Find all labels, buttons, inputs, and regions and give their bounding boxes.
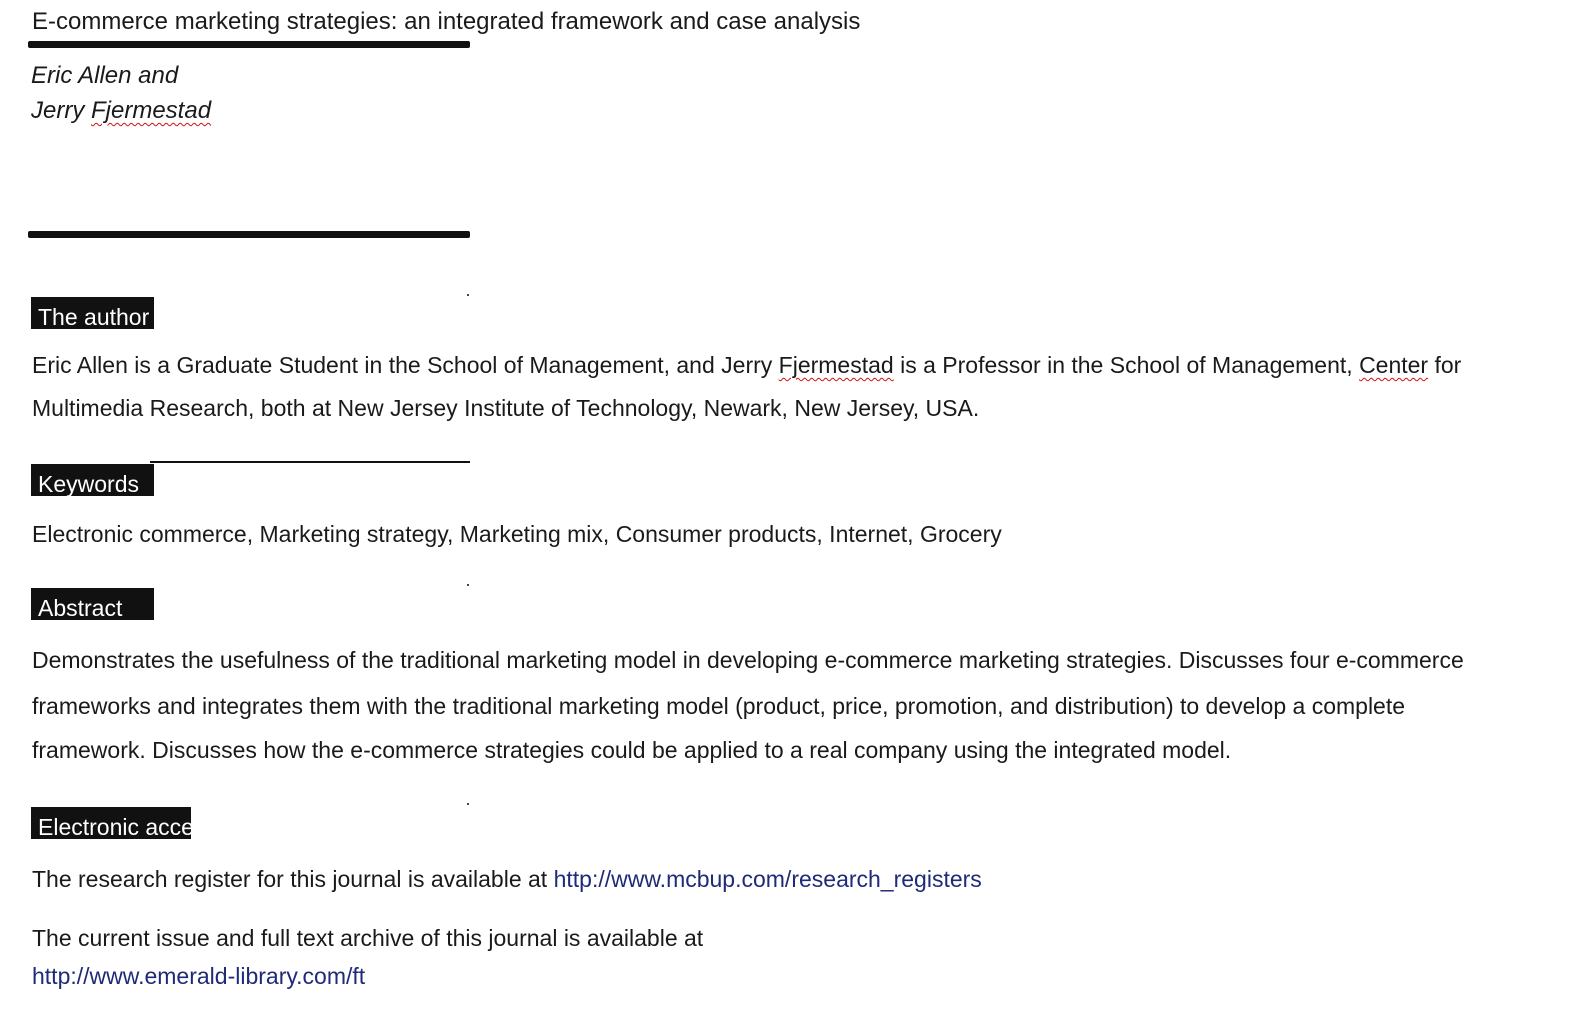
abstract-line-2: frameworks and integrates them with the traditional marketing model (product, price, promotion, and distribution) to develop a complete [32, 693, 1406, 719]
abstract-heading: Abstract [31, 588, 154, 620]
electronic-access-heading: Electronic access [31, 807, 191, 839]
ruler-dot [467, 584, 469, 586]
author-text-misspelled: Center [1359, 352, 1429, 378]
abstract-line-1: Demonstrates the usefulness of the traditional marketing model in developing e-commerce marketing strategies. Discusses four e-commerce [32, 647, 1464, 673]
author-line-2 [31, 97, 211, 125]
archive-text: The current issue and full text archive of this journal is available at [32, 925, 704, 951]
author-heading: The author [31, 297, 154, 329]
document-title: E-commerce marketing strategies: an integrated framework and case analysis [32, 8, 861, 35]
authors-rule [28, 231, 470, 238]
abstract-line-3: framework. Discusses how the e-commerce strategies could be applied to a real company using the integrated model. [32, 737, 1232, 763]
register-link[interactable]: http://www.mcbup.com/research_registers [553, 866, 982, 892]
author-last-name: Fjermestad [91, 97, 212, 124]
author-text-part: Eric Allen is a Graduate Student in the School of Management, and Jerry [32, 352, 779, 378]
author-text-misspelled: Fjermestad [778, 352, 894, 378]
keywords-rule [150, 461, 470, 463]
author-paragraph-line-2: Multimedia Research, both at New Jersey Institute of Technology, Newark, New Jersey, USA. [32, 395, 980, 421]
author-text-part: is a Professor in the School of Management, [893, 352, 1360, 378]
ruler-dot [467, 294, 469, 296]
register-line [32, 866, 982, 893]
author-text-part: for [1428, 352, 1462, 378]
author-first-name: Jerry [31, 97, 91, 124]
ruler-dot [467, 803, 469, 805]
register-text: The research register for this journal is available at [32, 866, 554, 892]
title-rule [28, 41, 470, 48]
archive-link[interactable]: http://www.emerald-library.com/ft [32, 963, 366, 989]
keywords-text: Electronic commerce, Marketing strategy, Marketing mix, Consumer products, Internet, Grocery [32, 521, 1002, 547]
keywords-heading: Keywords [31, 464, 154, 496]
author-line-1: Eric Allen and [31, 62, 179, 89]
author-paragraph-line-1 [32, 352, 1461, 379]
